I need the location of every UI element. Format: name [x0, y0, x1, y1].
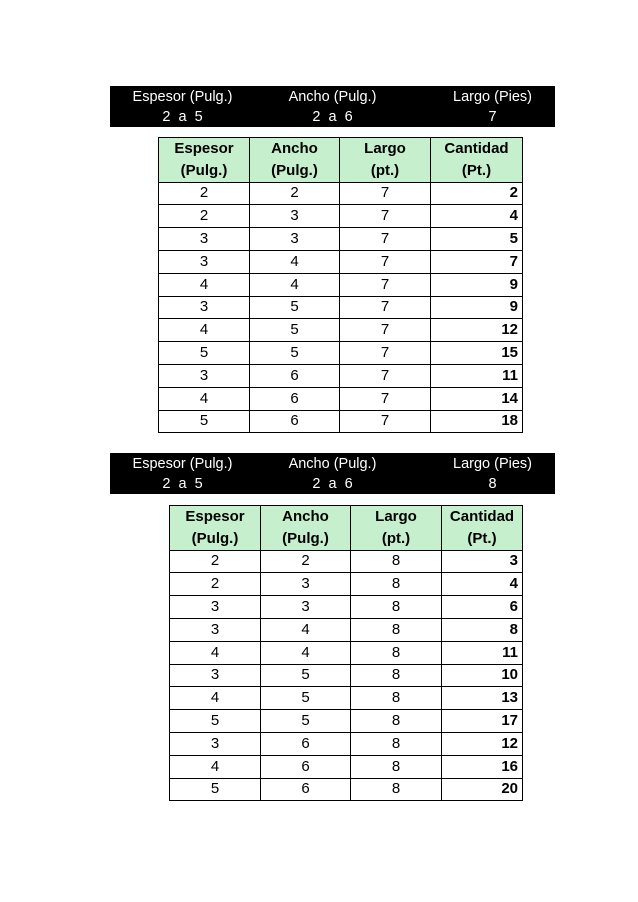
- header-largo: Largo: [340, 138, 431, 160]
- cell-ancho: 6: [261, 755, 351, 778]
- cell-cantidad: 4: [442, 573, 523, 596]
- cell-cantidad: 6: [442, 596, 523, 619]
- header-ancho: Ancho: [250, 138, 340, 160]
- header-ancho-unit: (Pulg.): [261, 528, 351, 550]
- cell-espesor: 3: [170, 618, 261, 641]
- cell-ancho: 5: [261, 687, 351, 710]
- banner-dimensions: [110, 453, 555, 494]
- cell-cantidad: 16: [442, 755, 523, 778]
- cell-cantidad: 12: [431, 319, 523, 342]
- table-row: [170, 732, 523, 755]
- cell-largo: 7: [340, 296, 431, 319]
- cell-ancho: 4: [250, 273, 340, 296]
- header-espesor: Espesor: [159, 138, 250, 160]
- banner-espesor-range: 2 a 5: [162, 476, 203, 492]
- cell-ancho: 5: [261, 710, 351, 733]
- cell-largo: 8: [351, 550, 442, 573]
- table-row: [159, 410, 523, 433]
- cell-largo: 7: [340, 182, 431, 205]
- cell-espesor: 3: [170, 596, 261, 619]
- cell-ancho: 5: [261, 664, 351, 687]
- cell-cantidad: 9: [431, 273, 523, 296]
- banner-largo-label: Largo (Pies): [453, 456, 532, 472]
- cell-espesor: 4: [159, 319, 250, 342]
- table-row: [170, 755, 523, 778]
- header-espesor: Espesor: [170, 506, 261, 528]
- cell-cantidad: 14: [431, 387, 523, 410]
- cell-ancho: 6: [250, 387, 340, 410]
- header-espesor-unit: (Pulg.): [159, 160, 250, 182]
- cell-espesor: 3: [159, 228, 250, 251]
- cell-largo: 8: [351, 755, 442, 778]
- cell-cantidad: 5: [431, 228, 523, 251]
- cell-espesor: 4: [159, 387, 250, 410]
- banner-ancho-range: 2 a 6: [312, 476, 353, 492]
- cell-espesor: 5: [170, 778, 261, 801]
- cell-largo: 8: [351, 687, 442, 710]
- table-row: [159, 319, 523, 342]
- cell-largo: 7: [340, 410, 431, 433]
- cell-ancho: 6: [261, 778, 351, 801]
- cell-cantidad: 4: [431, 205, 523, 228]
- cell-espesor: 5: [159, 410, 250, 433]
- cell-ancho: 4: [250, 250, 340, 273]
- header-espesor-unit: (Pulg.): [170, 528, 261, 550]
- cell-largo: 7: [340, 319, 431, 342]
- cell-cantidad: 9: [431, 296, 523, 319]
- cell-espesor: 4: [159, 273, 250, 296]
- cell-largo: 8: [351, 618, 442, 641]
- cell-ancho: 3: [250, 205, 340, 228]
- cell-cantidad: 20: [442, 778, 523, 801]
- cell-largo: 8: [351, 573, 442, 596]
- cell-cantidad: 10: [442, 664, 523, 687]
- cell-largo: 8: [351, 732, 442, 755]
- cell-largo: 8: [351, 778, 442, 801]
- banner-espesor-label: Espesor (Pulg.): [132, 89, 233, 105]
- cell-largo: 7: [340, 387, 431, 410]
- cell-espesor: 3: [159, 250, 250, 273]
- cell-espesor: 2: [170, 550, 261, 573]
- banner-ancho-label: Ancho (Pulg.): [288, 456, 377, 472]
- banner-dimensions: [110, 86, 555, 127]
- cell-espesor: 3: [170, 732, 261, 755]
- cell-espesor: 3: [159, 296, 250, 319]
- header-largo-unit: (pt.): [340, 160, 431, 182]
- header-cantidad: Cantidad: [431, 138, 523, 160]
- cell-espesor: 2: [170, 573, 261, 596]
- table-row: [170, 710, 523, 733]
- banner-ancho-label: Ancho (Pulg.): [288, 89, 377, 105]
- cell-cantidad: 17: [442, 710, 523, 733]
- cell-ancho: 4: [261, 618, 351, 641]
- table-row: [159, 296, 523, 319]
- cell-espesor: 4: [170, 755, 261, 778]
- cell-ancho: 6: [250, 410, 340, 433]
- cell-largo: 7: [340, 250, 431, 273]
- cell-ancho: 3: [261, 573, 351, 596]
- cell-espesor: 2: [159, 182, 250, 205]
- header-largo: Largo: [351, 506, 442, 528]
- table-row: [159, 364, 523, 387]
- table-row: [159, 273, 523, 296]
- banner-ancho-range: 2 a 6: [312, 109, 353, 125]
- cell-largo: 8: [351, 596, 442, 619]
- quantity-table: [158, 137, 523, 433]
- table-row: [159, 182, 523, 205]
- header-cantidad: Cantidad: [442, 506, 523, 528]
- cell-largo: 7: [340, 228, 431, 251]
- cell-cantidad: 11: [442, 641, 523, 664]
- banner-largo-value: 8: [488, 476, 497, 492]
- cell-cantidad: 18: [431, 410, 523, 433]
- banner-espesor-label: Espesor (Pulg.): [132, 456, 233, 472]
- banner-largo-label: Largo (Pies): [453, 89, 532, 105]
- table-row: [170, 573, 523, 596]
- cell-ancho: 2: [261, 550, 351, 573]
- header-ancho-unit: (Pulg.): [250, 160, 340, 182]
- header-cantidad-unit: (Pt.): [442, 528, 523, 550]
- cell-ancho: 4: [261, 641, 351, 664]
- cell-cantidad: 7: [431, 250, 523, 273]
- cell-espesor: 3: [170, 664, 261, 687]
- cell-espesor: 5: [159, 342, 250, 365]
- table-row: [159, 205, 523, 228]
- cell-ancho: 5: [250, 319, 340, 342]
- cell-largo: 7: [340, 273, 431, 296]
- table-row: [159, 342, 523, 365]
- header-largo-unit: (pt.): [351, 528, 442, 550]
- header-ancho: Ancho: [261, 506, 351, 528]
- cell-cantidad: 15: [431, 342, 523, 365]
- table-row: [170, 618, 523, 641]
- cell-cantidad: 2: [431, 182, 523, 205]
- cell-cantidad: 8: [442, 618, 523, 641]
- cell-ancho: 5: [250, 296, 340, 319]
- banner-largo-value: 7: [488, 109, 497, 125]
- table-row: [159, 250, 523, 273]
- table-row: [159, 387, 523, 410]
- cell-ancho: 6: [261, 732, 351, 755]
- cell-cantidad: 12: [442, 732, 523, 755]
- cell-ancho: 3: [261, 596, 351, 619]
- cell-cantidad: 13: [442, 687, 523, 710]
- header-cantidad-unit: (Pt.): [431, 160, 523, 182]
- cell-largo: 8: [351, 710, 442, 733]
- cell-largo: 7: [340, 364, 431, 387]
- cell-largo: 8: [351, 641, 442, 664]
- cell-ancho: 5: [250, 342, 340, 365]
- quantity-table: [169, 505, 523, 801]
- cell-espesor: 4: [170, 687, 261, 710]
- cell-espesor: 4: [170, 641, 261, 664]
- table-row: [170, 596, 523, 619]
- cell-espesor: 5: [170, 710, 261, 733]
- table-row: [170, 550, 523, 573]
- banner-espesor-range: 2 a 5: [162, 109, 203, 125]
- table-row: [159, 228, 523, 251]
- cell-espesor: 3: [159, 364, 250, 387]
- table-row: [170, 664, 523, 687]
- cell-largo: 7: [340, 342, 431, 365]
- cell-cantidad: 3: [442, 550, 523, 573]
- cell-largo: 8: [351, 664, 442, 687]
- cell-largo: 7: [340, 205, 431, 228]
- cell-ancho: 2: [250, 182, 340, 205]
- cell-espesor: 2: [159, 205, 250, 228]
- table-row: [170, 778, 523, 801]
- cell-ancho: 6: [250, 364, 340, 387]
- table-row: [170, 687, 523, 710]
- cell-ancho: 3: [250, 228, 340, 251]
- cell-cantidad: 11: [431, 364, 523, 387]
- table-row: [170, 641, 523, 664]
